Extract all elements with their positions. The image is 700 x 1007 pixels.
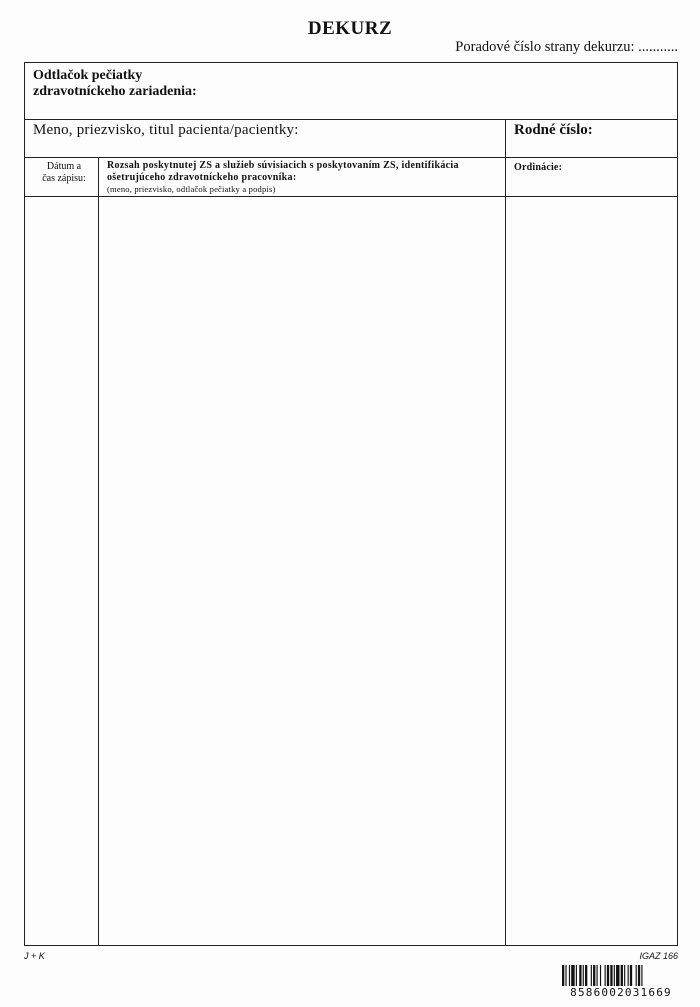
- date-time-entry-area[interactable]: [25, 197, 98, 945]
- document-title: DEKURZ: [307, 18, 393, 39]
- printer-mark: J + K: [24, 951, 45, 961]
- page-number-label: Poradové číslo strany dekurzu: ...........: [455, 39, 678, 55]
- date-header-line2: čas zápisu:: [42, 172, 86, 184]
- patient-name-label: Meno, priezvisko, titul pacienta/pacientky:: [33, 122, 299, 138]
- barcode-digits: 8586002031669: [560, 986, 682, 999]
- birth-number-label: Rodné číslo:: [514, 122, 593, 138]
- stamp-label-line1: Odtlačok pečiatky: [33, 68, 143, 83]
- stamp-divider: [25, 119, 677, 120]
- barcode: [560, 965, 682, 1001]
- stamp-label: [33, 68, 197, 100]
- patient-divider: [25, 157, 677, 158]
- care-scope-line1: Rozsah poskytnutej ZS a služieb súvisiacich s poskytovaním ZS, identifikácia: [107, 160, 459, 171]
- form-code: IGAZ 166: [639, 951, 678, 961]
- ordinations-header: Ordinácie:: [514, 162, 563, 173]
- dekurz-form: [24, 62, 678, 946]
- care-scope-note: (meno, priezvisko, odtlačok pečiatky a podpis): [107, 184, 276, 194]
- ordinations-entry-area[interactable]: [506, 197, 677, 945]
- stamp-label-line2: zdravotníckeho zariadenia:: [33, 84, 197, 99]
- date-time-header: [33, 161, 95, 184]
- date-header-line1: Dátum a: [46, 161, 82, 172]
- care-scope-header: [107, 160, 507, 183]
- care-scope-line2: ošetrujúceho zdravotníckeho pracovníka:: [107, 171, 297, 183]
- care-scope-entry-area[interactable]: [99, 197, 505, 945]
